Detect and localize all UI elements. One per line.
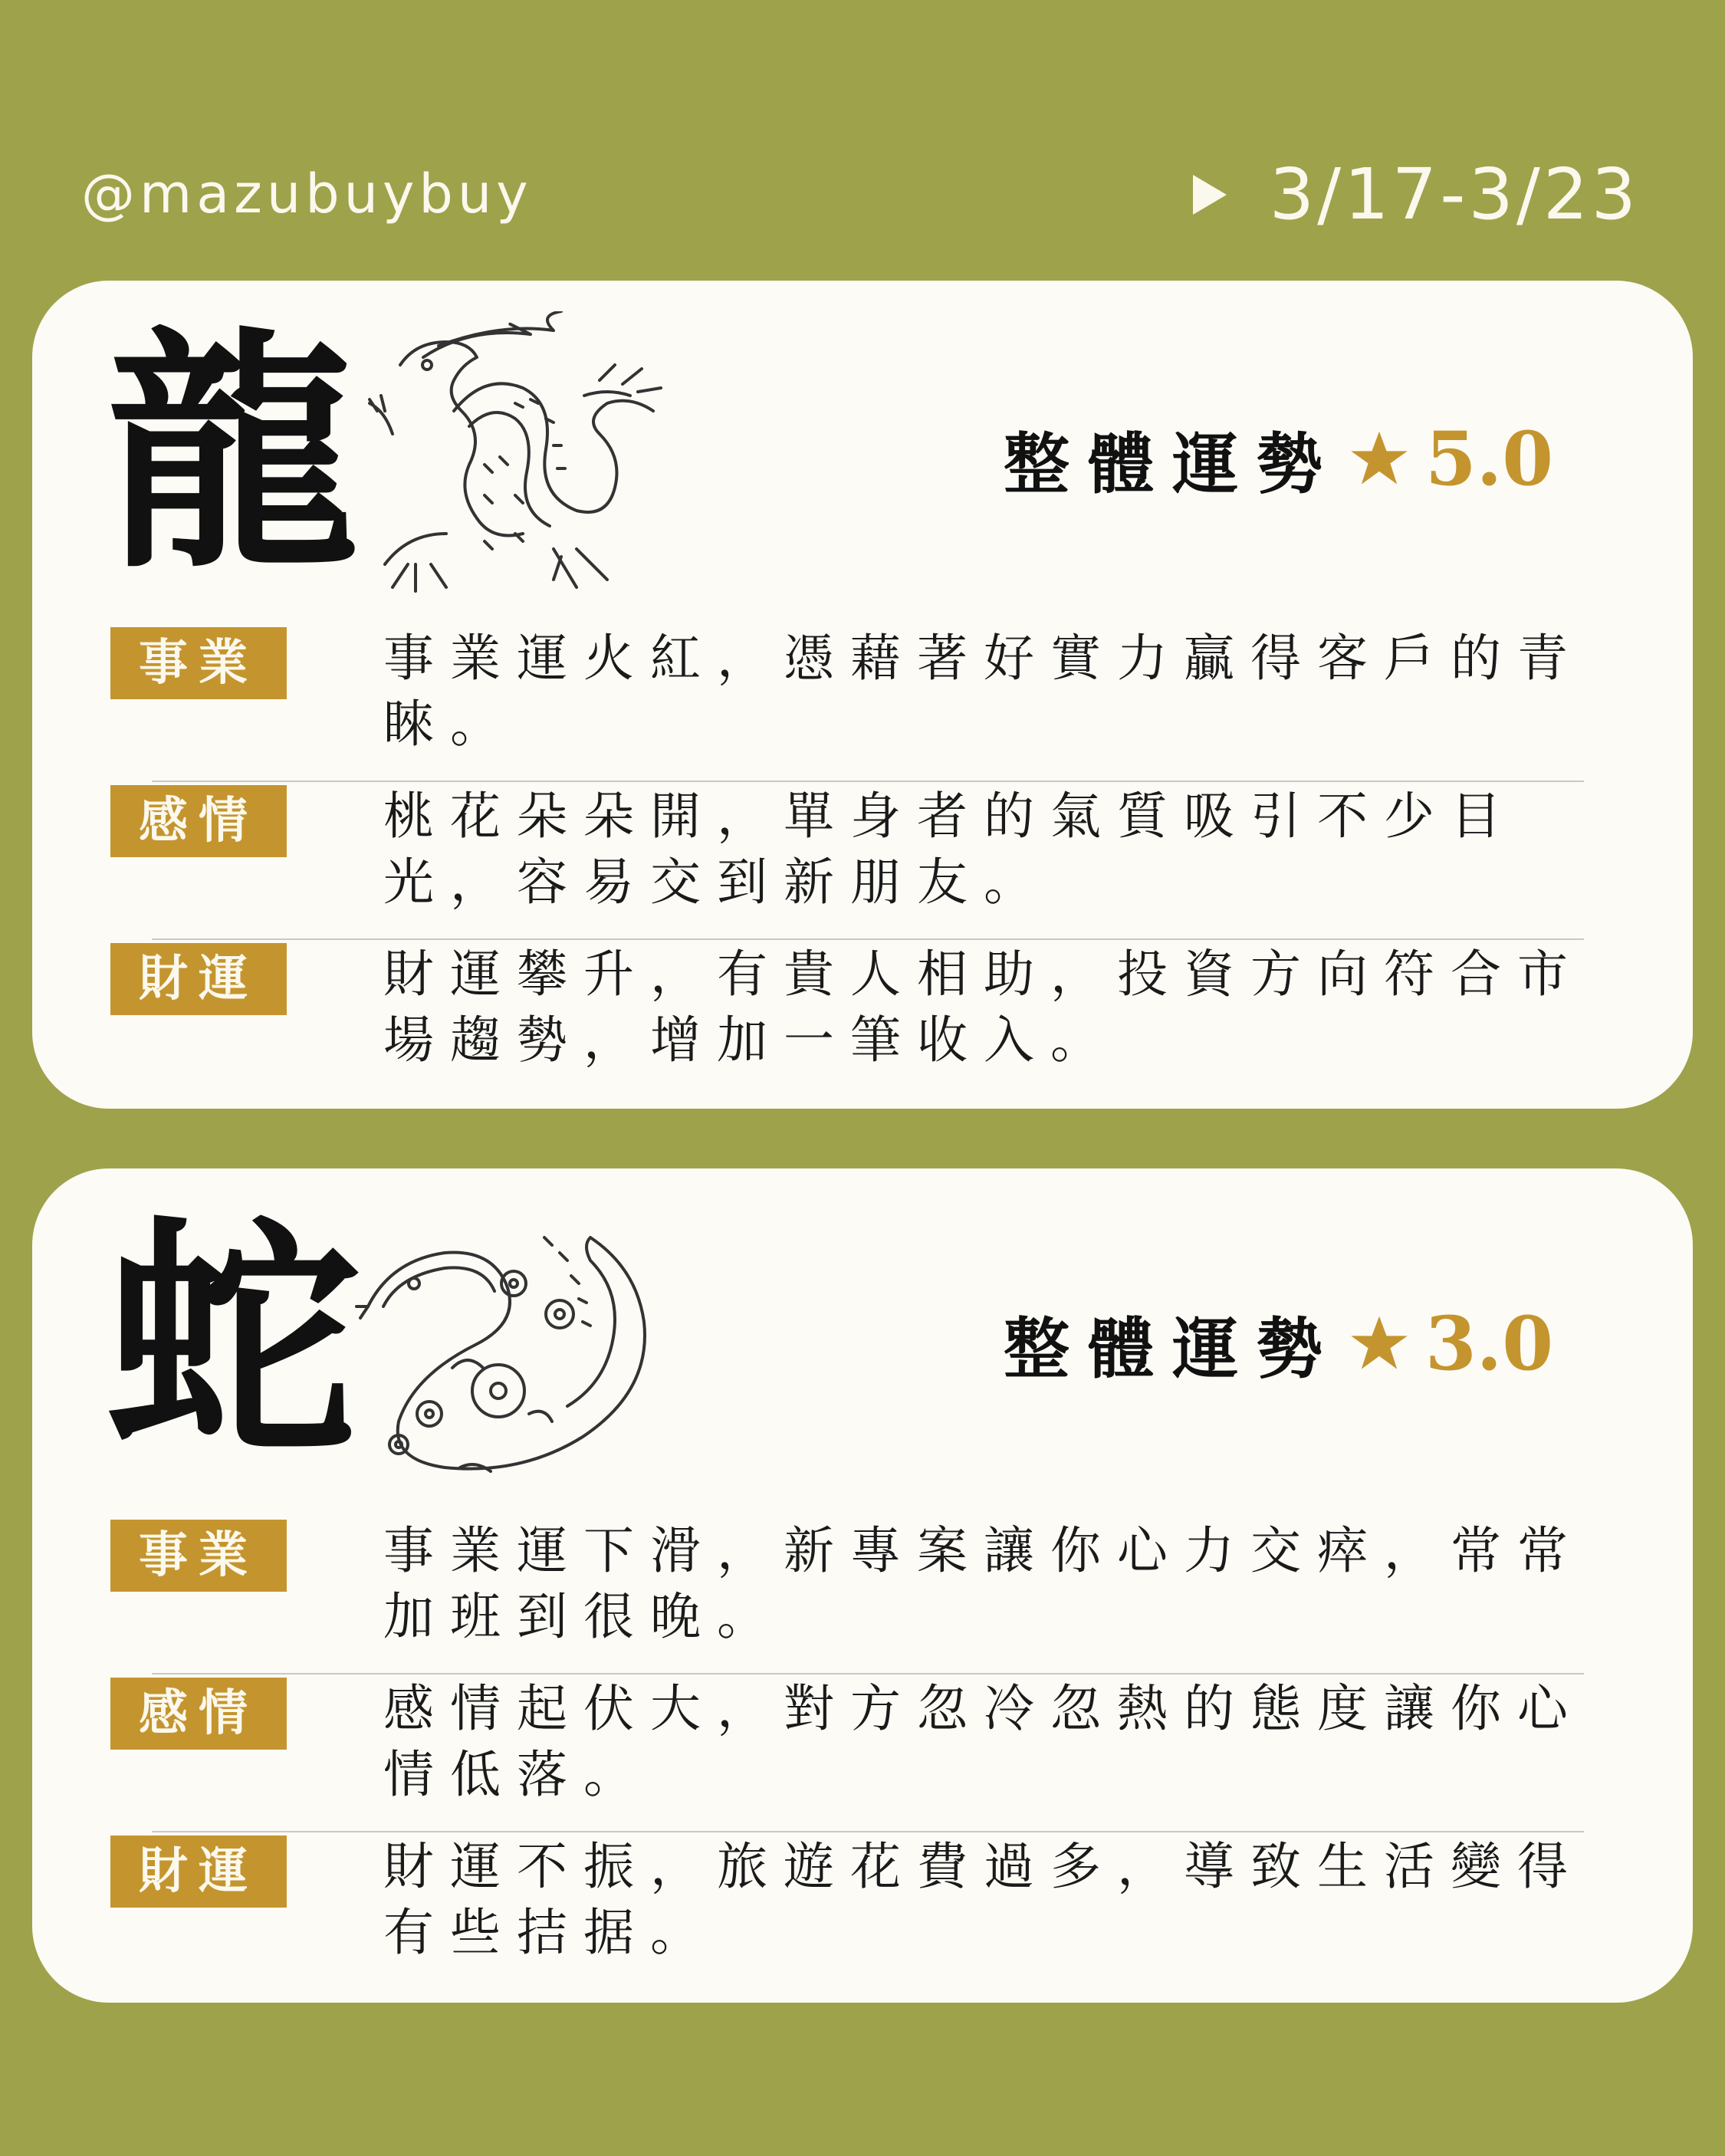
- fortune-text: 財運不振，旅遊花費過多，導致生活變得有些拮据。: [383, 1837, 1584, 1962]
- fortune-row-career: [110, 627, 1584, 785]
- fortune-row-love: [110, 1678, 1584, 1836]
- snake-illustration: [353, 1207, 675, 1483]
- date-range: [1193, 153, 1639, 235]
- fortune-text: 財運攀升，有貴人相助，投資方向符合市場趨勢，增加一筆收入。: [383, 945, 1584, 1070]
- category-tag: 事業: [110, 627, 287, 699]
- category-tag: 財運: [110, 1836, 287, 1908]
- dragon-card: [32, 281, 1693, 1109]
- category-tag: 事業: [110, 1520, 287, 1592]
- star-icon: [1349, 1313, 1410, 1374]
- star-icon: [1349, 428, 1410, 489]
- fortune-list: [110, 1520, 1584, 1993]
- fortune-row-career: [110, 1520, 1584, 1678]
- dragon-illustration: [354, 311, 692, 603]
- account-handle: @mazubuybuy: [81, 163, 533, 225]
- fortune-row-wealth: [110, 943, 1584, 1101]
- fortune-row-wealth: [110, 1836, 1584, 1993]
- zodiac-title: 蛇: [106, 1192, 359, 1490]
- overall-score: 3.0: [1424, 1300, 1553, 1387]
- category-tag: 財運: [110, 943, 287, 1015]
- overall-fortune: [1004, 1296, 1553, 1391]
- fortune-text: 事業運下滑，新專案讓你心力交瘁，常常加班到很晚。: [383, 1521, 1584, 1646]
- fortune-list: [110, 627, 1584, 1101]
- overall-label: 整體運勢: [1003, 426, 1341, 503]
- category-tag: 感情: [110, 785, 287, 857]
- overall-label: 整體運勢: [1003, 1310, 1341, 1388]
- fortune-text: 桃花朵朵開，單身者的氣質吸引不少目光，容易交到新朋友。: [383, 787, 1517, 912]
- fortune-text: 事業運火紅，憑藉著好實力贏得客戶的青睞。: [383, 629, 1584, 754]
- category-tag: 感情: [110, 1678, 287, 1750]
- snake-card: [32, 1168, 1693, 2003]
- fortune-row-love: [110, 785, 1584, 943]
- play-icon: [1193, 175, 1227, 215]
- overall-fortune: [1004, 411, 1553, 506]
- fortune-text: 感情起伏大，對方忽冷忽熱的態度讓你心情低落。: [383, 1679, 1584, 1804]
- zodiac-title: 龍: [106, 304, 359, 602]
- overall-score: 5.0: [1424, 415, 1553, 502]
- date-range-text: 3/17-3/23: [1269, 153, 1639, 235]
